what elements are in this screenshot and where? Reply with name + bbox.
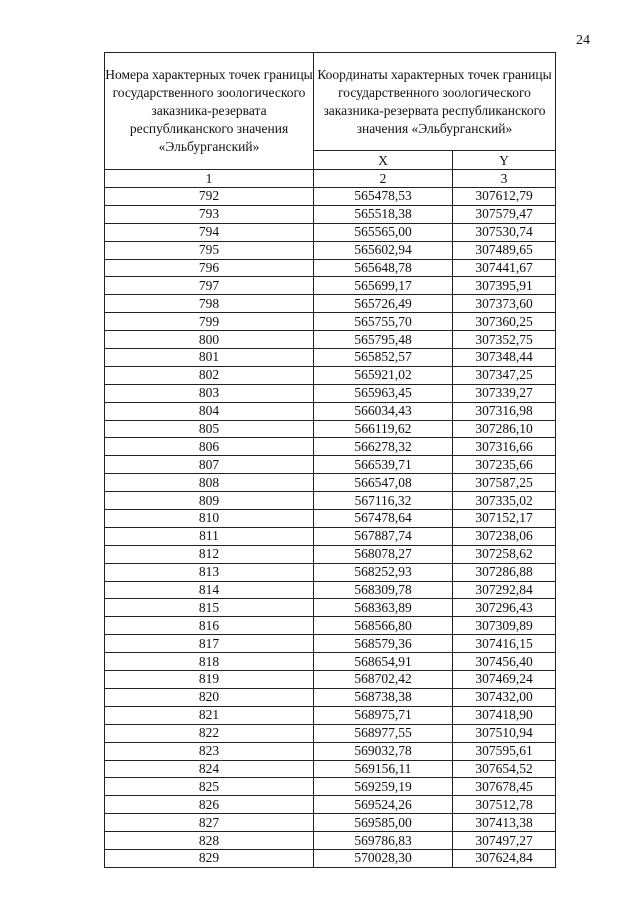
table-body bbox=[105, 188, 556, 868]
y-coordinate-cell: 307497,27 bbox=[453, 832, 556, 850]
y-coordinate-cell: 307395,91 bbox=[453, 277, 556, 295]
x-coordinate-cell: 568309,78 bbox=[314, 581, 453, 599]
x-coordinate-cell: 568252,93 bbox=[314, 563, 453, 581]
y-coordinate-cell: 307510,94 bbox=[453, 724, 556, 742]
table-row bbox=[105, 527, 556, 545]
table-row bbox=[105, 635, 556, 653]
point-number-cell: 805 bbox=[105, 420, 314, 438]
point-number-cell: 809 bbox=[105, 492, 314, 510]
y-coordinate-cell: 307413,38 bbox=[453, 814, 556, 832]
table-row bbox=[105, 849, 556, 867]
x-coordinate-cell: 565565,00 bbox=[314, 223, 453, 241]
y-coordinate-cell: 307373,60 bbox=[453, 295, 556, 313]
point-number-cell: 801 bbox=[105, 349, 314, 367]
point-number-cell: 829 bbox=[105, 849, 314, 867]
table-row bbox=[105, 474, 556, 492]
x-coordinate-cell: 566034,43 bbox=[314, 402, 453, 420]
column-number-3: 3 bbox=[453, 170, 556, 188]
y-coordinate-cell: 307416,15 bbox=[453, 635, 556, 653]
table-row bbox=[105, 545, 556, 563]
point-number-cell: 819 bbox=[105, 671, 314, 689]
x-coordinate-cell: 565921,02 bbox=[314, 366, 453, 384]
y-coordinate-cell: 307348,44 bbox=[453, 349, 556, 367]
y-coordinate-cell: 307469,24 bbox=[453, 671, 556, 689]
x-coordinate-cell: 565602,94 bbox=[314, 241, 453, 259]
y-coordinate-cell: 307489,65 bbox=[453, 241, 556, 259]
table-row bbox=[105, 563, 556, 581]
point-number-cell: 822 bbox=[105, 724, 314, 742]
y-coordinate-cell: 307530,74 bbox=[453, 223, 556, 241]
table-row bbox=[105, 581, 556, 599]
table-row bbox=[105, 760, 556, 778]
point-number-cell: 825 bbox=[105, 778, 314, 796]
table-row bbox=[105, 384, 556, 402]
table-row bbox=[105, 492, 556, 510]
table-row bbox=[105, 796, 556, 814]
y-coordinate-cell: 307316,66 bbox=[453, 438, 556, 456]
x-coordinate-cell: 568975,71 bbox=[314, 706, 453, 724]
x-coordinate-cell: 569585,00 bbox=[314, 814, 453, 832]
y-coordinate-cell: 307339,27 bbox=[453, 384, 556, 402]
y-coordinate-cell: 307296,43 bbox=[453, 599, 556, 617]
column-number-1: 1 bbox=[105, 170, 314, 188]
point-number-cell: 806 bbox=[105, 438, 314, 456]
table-row bbox=[105, 599, 556, 617]
table-row bbox=[105, 223, 556, 241]
y-coordinate-cell: 307579,47 bbox=[453, 205, 556, 223]
x-coordinate-cell: 569786,83 bbox=[314, 832, 453, 850]
table-row bbox=[105, 277, 556, 295]
y-coordinate-cell: 307347,25 bbox=[453, 366, 556, 384]
x-coordinate-cell: 565755,70 bbox=[314, 313, 453, 331]
y-coordinate-cell: 307587,25 bbox=[453, 474, 556, 492]
y-coordinate-cell: 307624,84 bbox=[453, 849, 556, 867]
table-row bbox=[105, 456, 556, 474]
point-number-cell: 826 bbox=[105, 796, 314, 814]
point-number-cell: 814 bbox=[105, 581, 314, 599]
point-number-cell: 807 bbox=[105, 456, 314, 474]
point-number-cell: 799 bbox=[105, 313, 314, 331]
x-coordinate-cell: 568078,27 bbox=[314, 545, 453, 563]
y-coordinate-cell: 307316,98 bbox=[453, 402, 556, 420]
y-coordinate-cell: 307286,10 bbox=[453, 420, 556, 438]
point-number-cell: 797 bbox=[105, 277, 314, 295]
y-coordinate-cell: 307352,75 bbox=[453, 331, 556, 349]
x-coordinate-cell: 565518,38 bbox=[314, 205, 453, 223]
x-coordinate-cell: 567887,74 bbox=[314, 527, 453, 545]
x-coordinate-cell: 569032,78 bbox=[314, 742, 453, 760]
y-coordinate-cell: 307292,84 bbox=[453, 581, 556, 599]
table-row bbox=[105, 188, 556, 206]
point-number-cell: 812 bbox=[105, 545, 314, 563]
y-coordinate-cell: 307418,90 bbox=[453, 706, 556, 724]
y-coordinate-cell: 307152,17 bbox=[453, 510, 556, 528]
x-coordinate-cell: 569156,11 bbox=[314, 760, 453, 778]
table-row bbox=[105, 420, 556, 438]
point-number-cell: 815 bbox=[105, 599, 314, 617]
x-coordinate-cell: 565699,17 bbox=[314, 277, 453, 295]
point-number-cell: 818 bbox=[105, 653, 314, 671]
points-column-header: Номера характерных точек границы государственного зоологического заказника-резервата республиканского значения «Эльбурганский» bbox=[105, 53, 314, 170]
y-coordinate-cell: 307360,25 bbox=[453, 313, 556, 331]
page-number: 24 bbox=[576, 33, 590, 48]
y-coordinate-cell: 307258,62 bbox=[453, 545, 556, 563]
table-row bbox=[105, 724, 556, 742]
column-number-2: 2 bbox=[314, 170, 453, 188]
point-number-cell: 802 bbox=[105, 366, 314, 384]
y-coordinate-cell: 307235,66 bbox=[453, 456, 556, 474]
point-number-cell: 816 bbox=[105, 617, 314, 635]
table-row bbox=[105, 205, 556, 223]
point-number-cell: 828 bbox=[105, 832, 314, 850]
table-row bbox=[105, 688, 556, 706]
y-coordinate-cell: 307238,06 bbox=[453, 527, 556, 545]
x-coordinate-cell: 567116,32 bbox=[314, 492, 453, 510]
x-column-header: X bbox=[314, 151, 453, 170]
point-number-cell: 827 bbox=[105, 814, 314, 832]
point-number-cell: 803 bbox=[105, 384, 314, 402]
x-coordinate-cell: 566119,62 bbox=[314, 420, 453, 438]
x-coordinate-cell: 566547,08 bbox=[314, 474, 453, 492]
y-coordinate-cell: 307678,45 bbox=[453, 778, 556, 796]
point-number-cell: 808 bbox=[105, 474, 314, 492]
table-row bbox=[105, 653, 556, 671]
x-coordinate-cell: 568654,91 bbox=[314, 653, 453, 671]
point-number-cell: 798 bbox=[105, 295, 314, 313]
point-number-cell: 793 bbox=[105, 205, 314, 223]
point-number-cell: 821 bbox=[105, 706, 314, 724]
table-row bbox=[105, 814, 556, 832]
x-coordinate-cell: 569524,26 bbox=[314, 796, 453, 814]
point-number-cell: 820 bbox=[105, 688, 314, 706]
y-coordinate-cell: 307612,79 bbox=[453, 188, 556, 206]
y-coordinate-cell: 307432,00 bbox=[453, 688, 556, 706]
point-number-cell: 813 bbox=[105, 563, 314, 581]
x-coordinate-cell: 568363,89 bbox=[314, 599, 453, 617]
point-number-cell: 824 bbox=[105, 760, 314, 778]
point-number-cell: 794 bbox=[105, 223, 314, 241]
y-coordinate-cell: 307286,88 bbox=[453, 563, 556, 581]
x-coordinate-cell: 568738,38 bbox=[314, 688, 453, 706]
table-row bbox=[105, 349, 556, 367]
table-row bbox=[105, 402, 556, 420]
table-row bbox=[105, 313, 556, 331]
table-row bbox=[105, 832, 556, 850]
y-coordinate-cell: 307309,89 bbox=[453, 617, 556, 635]
x-coordinate-cell: 568579,36 bbox=[314, 635, 453, 653]
point-number-cell: 811 bbox=[105, 527, 314, 545]
table-row bbox=[105, 617, 556, 635]
x-coordinate-cell: 568566,80 bbox=[314, 617, 453, 635]
x-coordinate-cell: 567478,64 bbox=[314, 510, 453, 528]
y-coordinate-cell: 307335,02 bbox=[453, 492, 556, 510]
point-number-cell: 823 bbox=[105, 742, 314, 760]
table-row bbox=[105, 510, 556, 528]
x-coordinate-cell: 566278,32 bbox=[314, 438, 453, 456]
table-row bbox=[105, 671, 556, 689]
table-row bbox=[105, 295, 556, 313]
point-number-cell: 796 bbox=[105, 259, 314, 277]
x-coordinate-cell: 570028,30 bbox=[314, 849, 453, 867]
x-coordinate-cell: 565963,45 bbox=[314, 384, 453, 402]
x-coordinate-cell: 569259,19 bbox=[314, 778, 453, 796]
y-column-header: Y bbox=[453, 151, 556, 170]
x-coordinate-cell: 565795,48 bbox=[314, 331, 453, 349]
coordinates-column-header: Координаты характерных точек границы государственного зоологического заказника-резервата республиканского значения «Эльбурганский» bbox=[314, 53, 556, 151]
table-row bbox=[105, 438, 556, 456]
point-number-cell: 810 bbox=[105, 510, 314, 528]
x-coordinate-cell: 565478,53 bbox=[314, 188, 453, 206]
y-coordinate-cell: 307595,61 bbox=[453, 742, 556, 760]
table-row bbox=[105, 259, 556, 277]
x-coordinate-cell: 568977,55 bbox=[314, 724, 453, 742]
table-row bbox=[105, 241, 556, 259]
y-coordinate-cell: 307512,78 bbox=[453, 796, 556, 814]
x-coordinate-cell: 565726,49 bbox=[314, 295, 453, 313]
coordinates-table bbox=[104, 52, 556, 868]
point-number-cell: 795 bbox=[105, 241, 314, 259]
y-coordinate-cell: 307654,52 bbox=[453, 760, 556, 778]
point-number-cell: 817 bbox=[105, 635, 314, 653]
x-coordinate-cell: 565852,57 bbox=[314, 349, 453, 367]
table-row bbox=[105, 366, 556, 384]
table-row bbox=[105, 742, 556, 760]
x-coordinate-cell: 565648,78 bbox=[314, 259, 453, 277]
point-number-cell: 800 bbox=[105, 331, 314, 349]
y-coordinate-cell: 307456,40 bbox=[453, 653, 556, 671]
x-coordinate-cell: 568702,42 bbox=[314, 671, 453, 689]
table-row bbox=[105, 706, 556, 724]
table-row bbox=[105, 331, 556, 349]
table-row bbox=[105, 778, 556, 796]
x-coordinate-cell: 566539,71 bbox=[314, 456, 453, 474]
point-number-cell: 792 bbox=[105, 188, 314, 206]
point-number-cell: 804 bbox=[105, 402, 314, 420]
y-coordinate-cell: 307441,67 bbox=[453, 259, 556, 277]
